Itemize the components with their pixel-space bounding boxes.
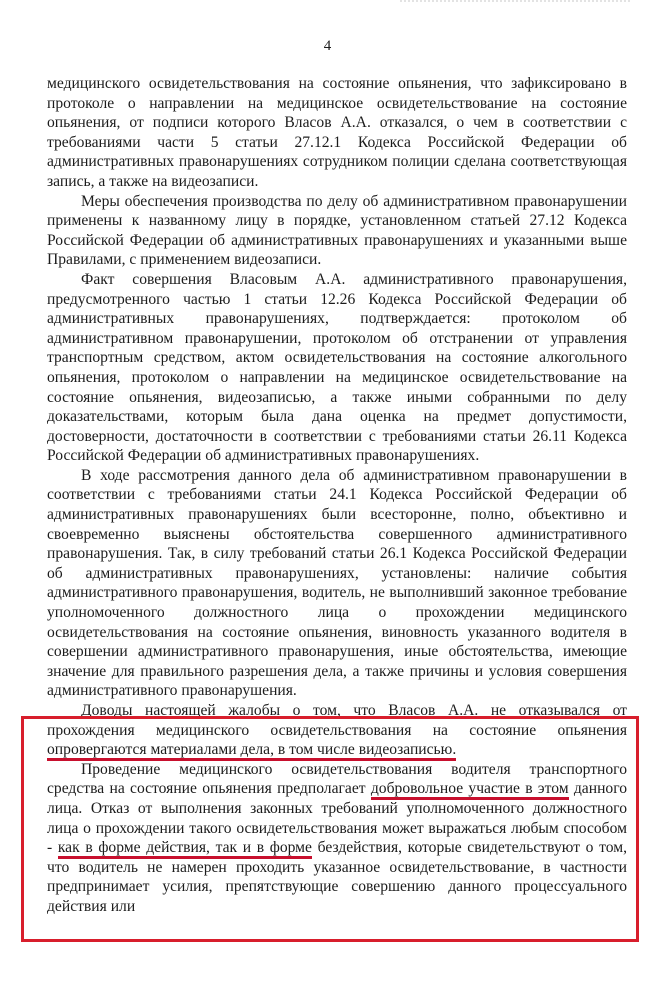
underlined-phrase-voluntary: добровольное участие в этом: [371, 780, 569, 800]
paragraph-2: Меры обеспечения производства по делу об административном правонарушении применены к названному лицу в порядке, установленном статьей 27.12 Кодекса Российской Федерации об административных правонарушениях и указанными выше Правилами, с применением видеозаписи.: [47, 192, 627, 269]
paragraph-4: В ходе рассмотрения данного дела об административном правонарушении в соответствии с требованиями статьи 24.1 Кодекса Российской Федерации об административных правонарушениях были всесторонне, полно, объективно и своевременно выяснены обстоятельства совершенного административного правонарушения. Так, в силу требований статьи 26.1 Кодекса Российской Федерации об административных правонарушениях, установлены: наличие события административного правонарушения, водитель, не выполнивший законное требование уполномоченного должностного лица о прохождении медицинского освидетельствования на состояние опьянения, виновность указанного водителя в совершении административного правонарушения, иные обстоятельства, имеющие значение для правильного разрешения дела, а также причины и условия совершения административного правонарушения.: [47, 466, 627, 700]
paragraph-6-text-c: бездействия, которые свидетельствуют о том, что водитель не намерен проходить указанное освидетельствование, в частности предпринимает усилия, препятствующие совершению данного процессуального действия или: [47, 839, 627, 915]
paragraph-3: Факт совершения Власовым А.А. административного правонарушения, предусмотренного частью 1 статьи 12.26 Кодекса Российской Федерации об административных правонарушениях, подтверждается: протоколом об административном правонарушении, протоколом об отстранении от управления транспортным средством, актом освидетельствования на состояние алкогольного опьянения, протоколом о направлении на медицинское освидетельствование на состояние опьянения, видеозаписью, а также иными собранными по делу доказательствами, которым была дана оценка на предмет допустимости, достоверности, достаточности в соответствии с требованиями статьи 26.11 Кодекса Российской Федерации об административных правонарушениях.: [47, 270, 627, 465]
paragraph-6-text-a: Проведение медицинского освидетельствования водителя транспортного средства на состояние опьянения предполагает: [47, 760, 627, 798]
paragraph-5-text: Доводы настоящей жалобы о том, что Власов А.А. не отказывался от прохождения медицинского освидетельствования на состояние опьянения: [47, 702, 627, 739]
underlined-phrase-refuted: опровергаются материалами дела, в том числе видеозаписью.: [47, 741, 456, 761]
red-highlight-frame: [21, 716, 639, 942]
page-number: 4: [323, 38, 332, 54]
paragraph-1: медицинского освидетельствования на состояние опьянения, что зафиксировано в протоколе о направлении на медицинское освидетельствование на состояние опьянения, от подписи которого Власов А.А. отказался, о чем в соответствии с требованиями части 5 статьи 27.12.1 Кодекса Российской Федерации об административных правонарушениях сотрудником полиции сделана соответствующая запись, а также на видеозаписи.: [47, 75, 627, 190]
faint-header-marks: [400, 0, 630, 8]
underlined-phrase-action-form: как в форме действия, так и в форме: [58, 839, 312, 859]
paragraph-6-text-b: данного лица. Отказ от выполнения законных требований уполномоченного должностного лица о прохождении такого освидетельствования может выражаться любым способом -: [47, 780, 628, 857]
